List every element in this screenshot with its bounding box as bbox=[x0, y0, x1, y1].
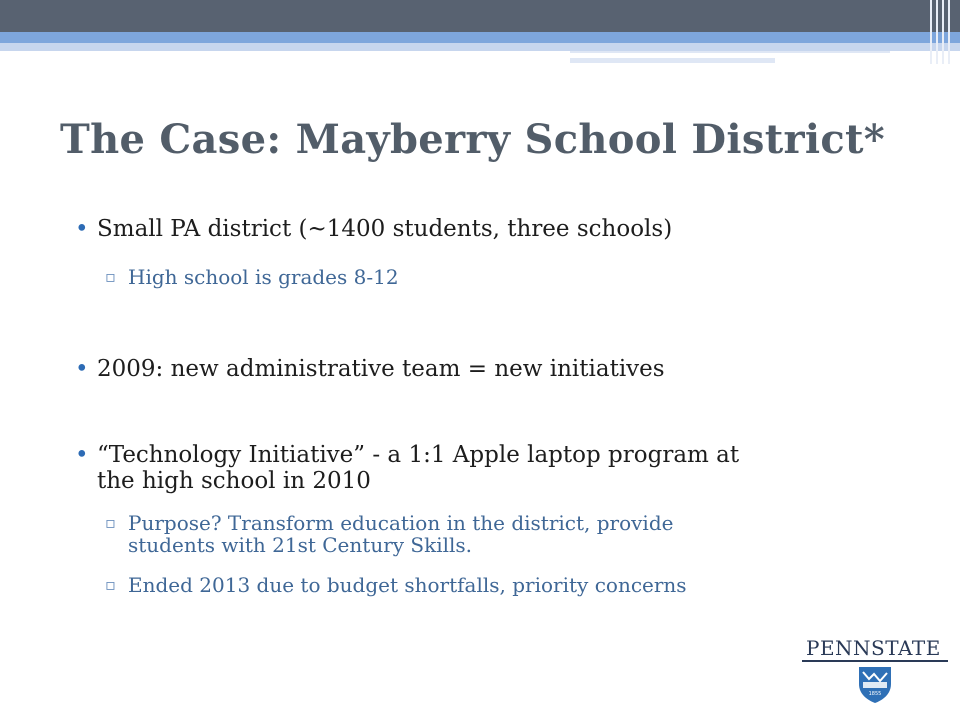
header-bar bbox=[0, 0, 960, 32]
bullet-marker: • bbox=[75, 442, 89, 468]
bullet-text-line: the high school in 2010 bbox=[97, 468, 371, 494]
bullet-item bbox=[75, 442, 885, 494]
sub-bullet-text-line: students with 21st Century Skills. bbox=[128, 533, 473, 557]
logo-year: 1855 bbox=[868, 691, 882, 697]
header-light-band bbox=[0, 43, 960, 51]
header-decor-line bbox=[570, 51, 890, 53]
pennstate-logo bbox=[802, 636, 952, 706]
sub-bullet-item bbox=[75, 574, 885, 596]
sub-bullet-marker: ▫ bbox=[105, 575, 116, 594]
sub-bullet-marker: ▫ bbox=[105, 513, 116, 532]
slide-title: The Case: Mayberry School District* bbox=[60, 116, 886, 163]
bullet-text-line: “Technology Initiative” - a 1:1 Apple laptop program at bbox=[97, 442, 740, 468]
bullet-marker: • bbox=[75, 356, 89, 382]
header-decor-line bbox=[570, 58, 775, 63]
sub-bullet-text: High school is grades 8-12 bbox=[128, 265, 399, 289]
sub-bullet-item bbox=[75, 512, 885, 556]
header-accent-band bbox=[0, 32, 960, 43]
logo-rule bbox=[802, 660, 948, 662]
sub-bullet-marker: ▫ bbox=[105, 267, 116, 286]
logo-wordmark: PENNSTATE bbox=[806, 636, 941, 660]
sub-bullet-text-line: Purpose? Transform education in the district, provide bbox=[128, 511, 674, 535]
sub-bullet-item bbox=[75, 266, 885, 288]
bullet-text: Small PA district (~1400 students, three schools) bbox=[97, 216, 673, 242]
sub-bullet-text: Ended 2013 due to budget shortfalls, priority concerns bbox=[128, 573, 687, 597]
slide-body bbox=[75, 216, 885, 596]
header-edge-lines bbox=[926, 0, 960, 64]
bullet-marker: • bbox=[75, 216, 89, 242]
bullet-item bbox=[75, 216, 885, 242]
bullet-item bbox=[75, 356, 885, 382]
bullet-text: 2009: new administrative team = new initiatives bbox=[97, 356, 665, 382]
shield-icon bbox=[855, 664, 895, 704]
